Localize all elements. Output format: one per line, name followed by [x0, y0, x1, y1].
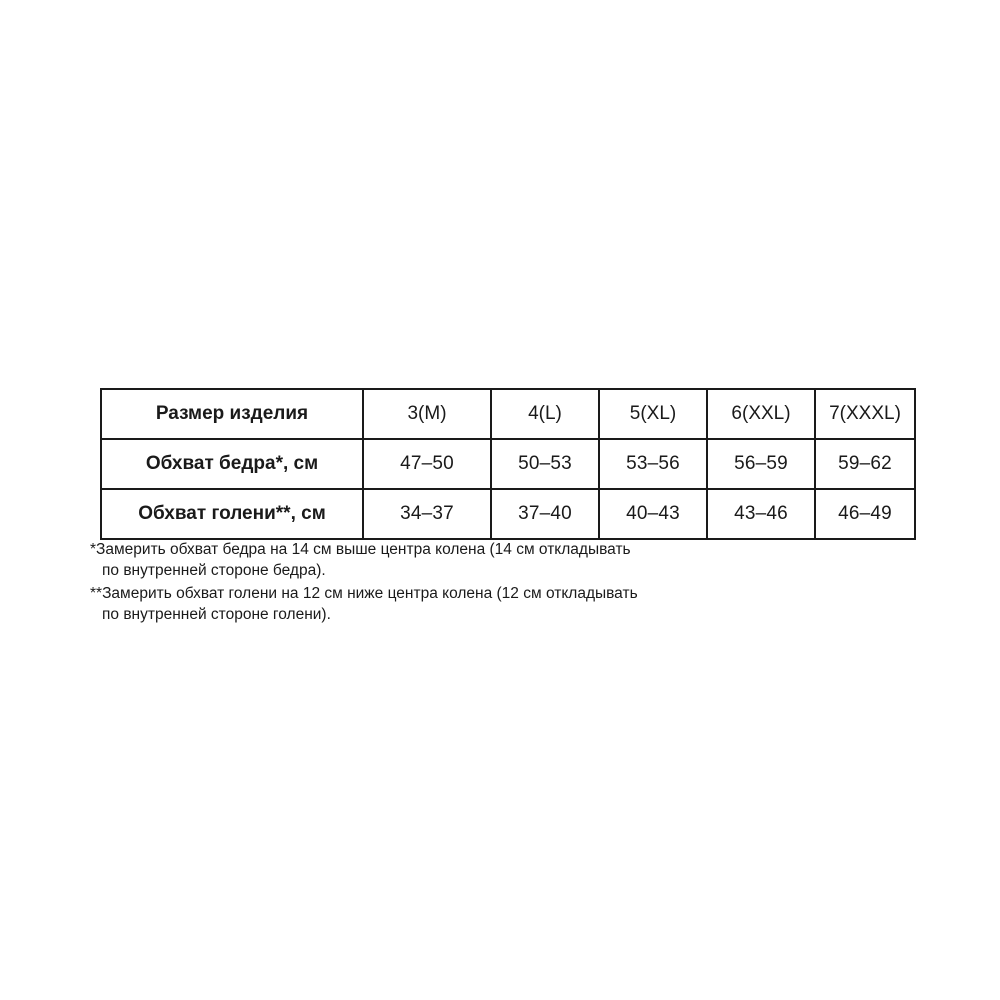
- cell-thigh-xxxl: 59–62: [815, 439, 915, 489]
- row-label-thigh-circumference: Обхват бедра*, см: [101, 439, 363, 489]
- cell-calf-xxl: 43–46: [707, 489, 815, 539]
- cell-calf-xxxl: 46–49: [815, 489, 915, 539]
- cell-thigh-m: 47–50: [363, 439, 491, 489]
- table-header-row: [101, 389, 915, 439]
- table-row: [101, 439, 915, 489]
- footnote-thigh-line1: *Замерить обхват бедра на 14 см выше центра колена (14 см откладывать: [90, 541, 631, 558]
- table-header-cell-size-xl: 5(XL): [599, 389, 707, 439]
- cell-calf-m: 34–37: [363, 489, 491, 539]
- table-header-cell-size-m: 3(M): [363, 389, 491, 439]
- cell-calf-xl: 40–43: [599, 489, 707, 539]
- size-table: [100, 388, 916, 540]
- table-header-cell-size-xxl: 6(XXL): [707, 389, 815, 439]
- footnotes: [90, 540, 910, 628]
- footnote-thigh: [90, 540, 910, 582]
- footnote-calf-line1: **Замерить обхват голени на 12 см ниже центра колена (12 см откладывать: [90, 584, 638, 602]
- size-table-container: [100, 388, 902, 540]
- table-header-cell-product-size: Размер изделия: [101, 389, 363, 439]
- cell-thigh-xxl: 56–59: [707, 439, 815, 489]
- table-header-cell-size-xxxl: 7(XXXL): [815, 389, 915, 439]
- table-row: [101, 489, 915, 539]
- row-label-calf-circumference: Обхват голени**, см: [101, 489, 363, 539]
- cell-thigh-l: 50–53: [491, 439, 599, 489]
- footnote-calf: [90, 584, 910, 626]
- cell-thigh-xl: 53–56: [599, 439, 707, 489]
- cell-calf-l: 37–40: [491, 489, 599, 539]
- footnote-thigh-line2: по внутренней стороне бедра).: [102, 561, 326, 579]
- footnote-calf-line2: по внутренней стороне голени).: [102, 605, 331, 623]
- table-header-cell-size-l: 4(L): [491, 389, 599, 439]
